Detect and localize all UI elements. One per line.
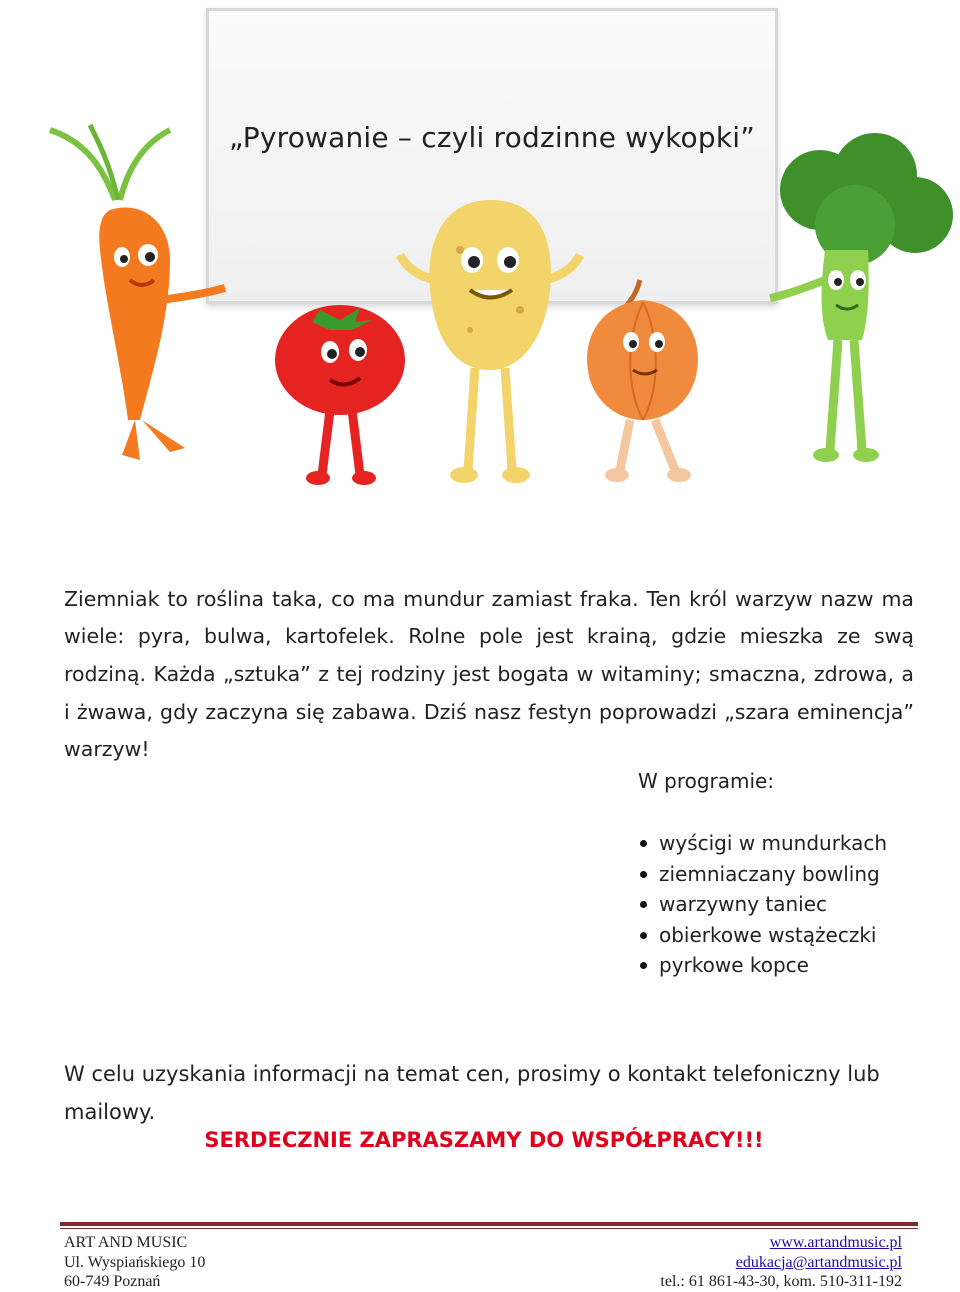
footer-address [64,1233,205,1292]
email-link[interactable]: edukacja@artandmusic.pl [735,1253,902,1271]
footer-contact [660,1233,902,1292]
hero-illustration [0,0,960,500]
bullet-icon [640,871,647,878]
list-item [638,920,887,951]
program-item-label: wyścigi w mundurkach [659,831,888,855]
list-item [638,889,887,920]
bullet-icon [640,901,647,908]
program-item-label: obierkowe wstążeczki [659,922,877,947]
bullet-icon [640,840,647,847]
bullet-icon [640,932,647,939]
phone-numbers: tel.: 61 861-43-30, kom. 510-311-192 [660,1273,902,1290]
list-item [638,859,887,890]
page-title: „Pyrowanie – czyli rodzinne wykopki” [229,121,755,154]
broccoli-character-icon [750,130,960,470]
street-address: Ul. Wyspiańskiego 10 [64,1253,206,1271]
footer-divider-thin [60,1228,918,1229]
contact-note: W celu uzyskania informacji na temat cen, prosimy o kontakt telefoniczny lub mailowy. [64,1062,880,1124]
intro-paragraph: Ziemniak to roślina taka, co ma mundur zamiast fraka. Ten król warzyw nazw ma wiele: pyra, bulwa, kartofelek. Rolne pole jest krainą, gdzie mieszka ze swą rodziną. Każda „sztuka” z tej rodziny jest bogata w witaminy; smaczna, zdrowa, a i żwawa, gdy zaczyna się zabawa. Dziś nasz festyn poprowadzi „szara eminencja” warzyw! [64,586,914,762]
list-item [638,950,887,981]
program-item-label: ziemniaczany bowling [659,861,880,886]
footer-divider [60,1222,918,1226]
potato-character-icon [390,190,590,490]
website-link[interactable]: www.artandmusic.pl [769,1234,902,1251]
bullet-icon [640,962,647,969]
city-address: 60-749 Poznań [64,1273,161,1290]
company-name: ART AND MUSIC [64,1234,188,1251]
program-item-label: pyrkowe kopce [659,953,809,977]
invitation-banner: SERDECZNIE ZAPRASZAMY DO WSPÓŁPRACY!!! [204,1128,764,1152]
program-heading: W programie: [638,769,775,793]
carrot-character-icon [10,120,240,470]
list-item [638,828,887,859]
program-item-label: warzywny taniec [659,892,828,916]
program-list [638,828,887,981]
onion-character-icon [565,270,725,490]
